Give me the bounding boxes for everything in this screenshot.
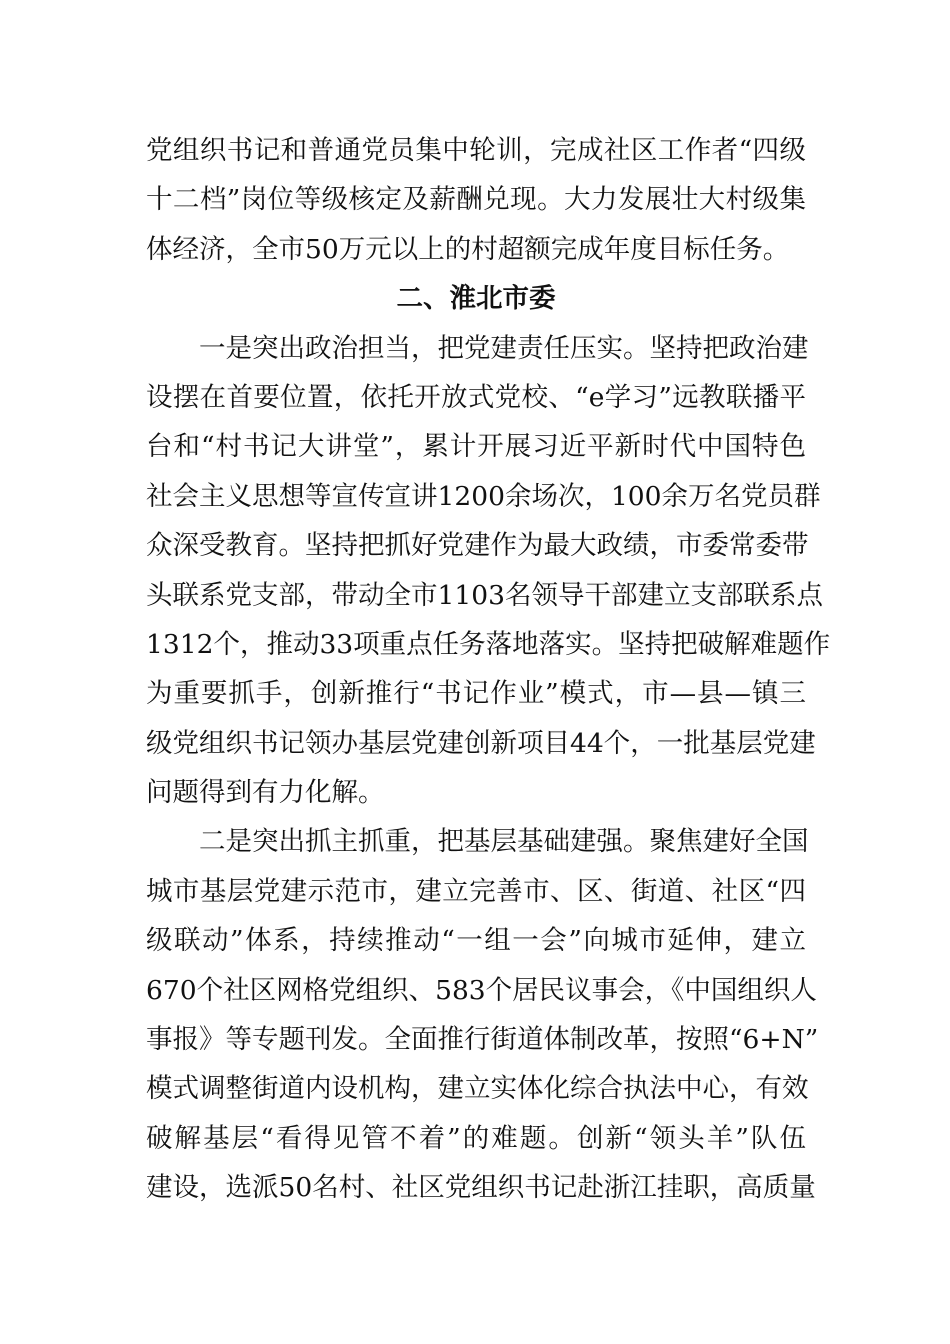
text-line: 台和“村书记大讲堂”，累计开展习近平新时代中国特色 — [146, 431, 806, 463]
text-line: 670个社区网格党组织、583个居民议事会，《中国组织人 — [146, 974, 817, 1006]
text-line: 建设，选派50名村、社区党组织书记赴浙江挂职，高质量 — [146, 1172, 816, 1204]
paragraph-2 — [146, 817, 819, 1212]
text-line: 设摆在首要位置，依托开放式党校、“e学习”远教联播平 — [146, 381, 806, 413]
intro-paragraph — [146, 126, 806, 274]
text-line: 级联动”体系，持续推动“一组一会”向城市延伸，建立 — [146, 925, 806, 957]
text-line: 1312个，推动33项重点任务落地落实。坚持把破解难题作 — [146, 628, 831, 660]
text-line: 党组织书记和普通党员集中轮训，完成社区工作者“四级 — [146, 135, 806, 166]
text-line: 众深受教育。坚持把抓好党建作为最大政绩，市委常委带 — [146, 530, 809, 562]
section-heading: 二、淮北市委 — [396, 283, 556, 315]
text-line: 城市基层党建示范市，建立完善市、区、街道、社区“四 — [146, 875, 806, 907]
text-line: 破解基层“看得见管不着”的难题。创新“领头羊”队伍 — [146, 1122, 806, 1154]
text-line: 模式调整街道内设机构，建立实体化综合执法中心，有效 — [146, 1073, 809, 1105]
text-line: 二是突出抓主抓重，把基层基础建强。聚焦建好全国 — [146, 826, 809, 858]
text-line: 一是突出政治担当，把党建责任压实。坚持把政治建 — [146, 332, 809, 364]
text-line: 体经济，全市50万元以上的村超额完成年度目标任务。 — [146, 233, 790, 265]
document-page — [146, 126, 831, 1213]
text-line: 为重要抓手，创新推行“书记作业”模式，市—县—镇三 — [146, 678, 806, 710]
text-line: 问题得到有力化解。 — [146, 777, 385, 809]
text-line: 头联系党支部，带动全市1103名领导干部建立支部联系点 — [146, 579, 823, 611]
text-line: 事报》等专题刊发。全面推行街道体制改革，按照“6+N” — [146, 1024, 819, 1056]
text-line: 级党组织书记领办基层党建创新项目44个，一批基层党建 — [146, 727, 816, 759]
text-line: 社会主义思想等宣传宣讲1200余场次，100余万名党员群 — [146, 480, 821, 512]
paragraph-1 — [146, 324, 831, 818]
text-line: 十二档”岗位等级核定及薪酬兑现。大力发展壮大村级集 — [146, 184, 806, 216]
